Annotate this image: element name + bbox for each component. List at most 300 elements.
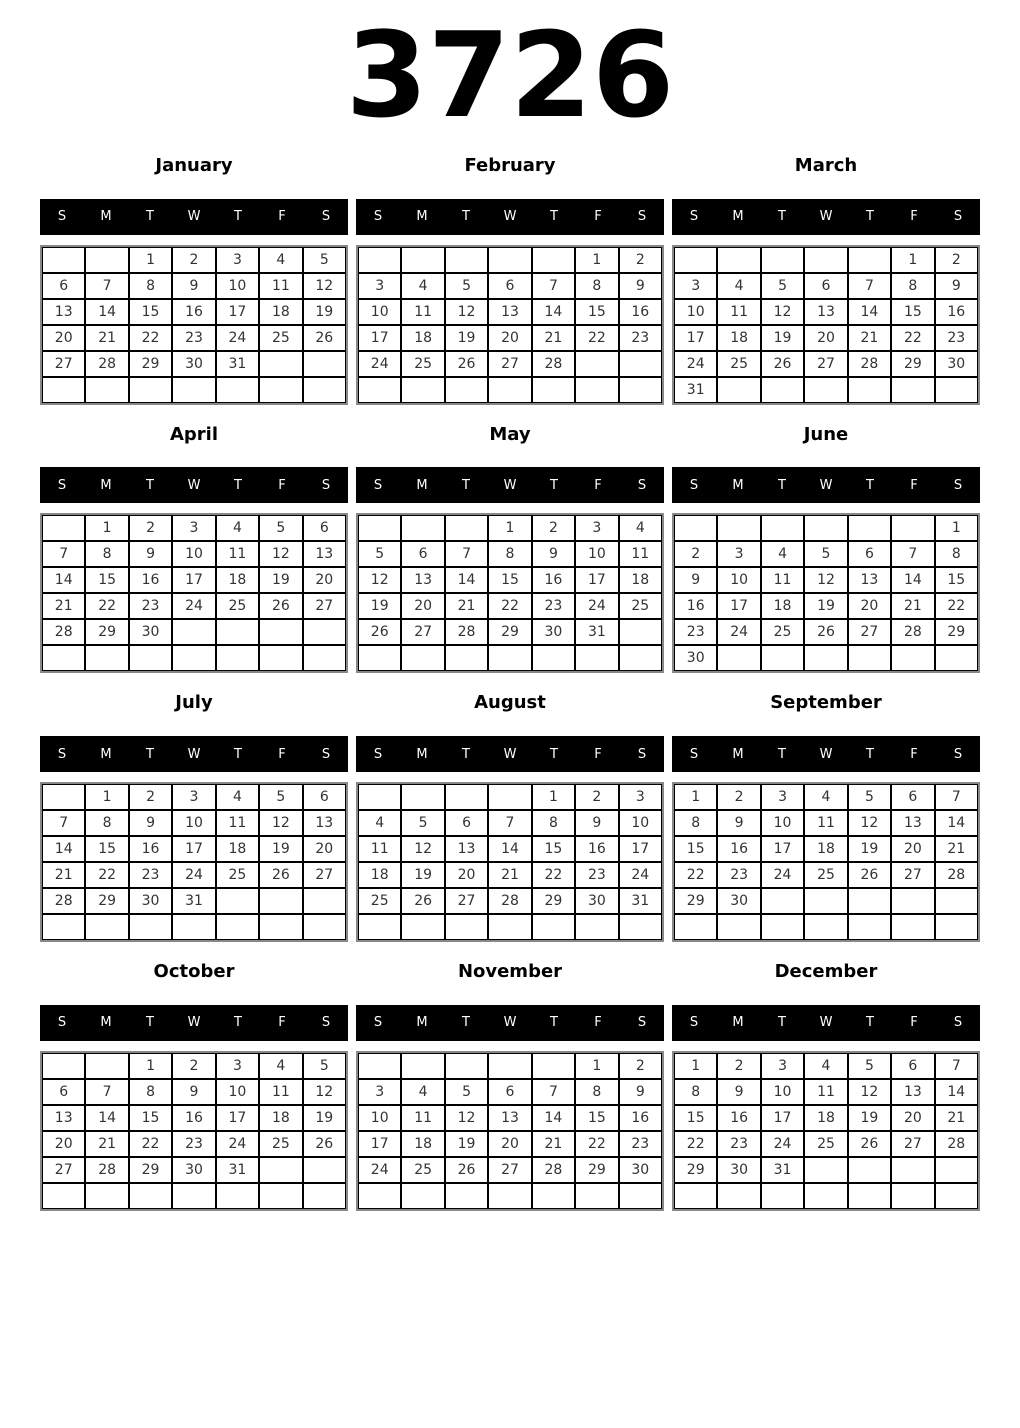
day-cell: 12 xyxy=(358,567,401,593)
day-cell: 16 xyxy=(717,1105,760,1131)
dow-label: M xyxy=(100,1015,112,1031)
empty-cell xyxy=(445,784,488,810)
day-cell: 25 xyxy=(259,1131,302,1157)
empty-cell xyxy=(303,1183,346,1209)
day-cell: 22 xyxy=(575,1131,618,1157)
empty-cell xyxy=(445,515,488,541)
day-cell: 21 xyxy=(42,862,85,888)
day-cell: 24 xyxy=(575,593,618,619)
empty-cell xyxy=(85,377,128,403)
empty-cell xyxy=(488,645,531,671)
dow-label: S xyxy=(953,1015,963,1031)
day-cell: 9 xyxy=(129,541,172,567)
day-cell: 20 xyxy=(848,593,891,619)
month-title: April xyxy=(169,423,219,445)
empty-cell xyxy=(804,888,847,914)
day-cell: 30 xyxy=(172,351,215,377)
empty-cell xyxy=(891,1183,934,1209)
day-cell: 3 xyxy=(761,1053,804,1079)
dow-label: T xyxy=(146,477,154,493)
dow-label: T xyxy=(550,477,558,493)
day-cell: 16 xyxy=(172,299,215,325)
dow-label: W xyxy=(819,1015,833,1031)
empty-cell xyxy=(717,515,760,541)
dow-label: T xyxy=(866,477,874,493)
dow-header xyxy=(356,1005,664,1041)
dow-label: T xyxy=(462,209,470,225)
day-cell: 4 xyxy=(259,247,302,273)
day-cell: 3 xyxy=(717,541,760,567)
empty-cell xyxy=(358,784,401,810)
date-grid xyxy=(672,513,980,673)
day-cell: 11 xyxy=(619,541,662,567)
empty-cell xyxy=(891,645,934,671)
day-cell: 28 xyxy=(445,619,488,645)
empty-cell xyxy=(848,377,891,403)
day-cell: 31 xyxy=(575,619,618,645)
day-cell: 20 xyxy=(42,1131,85,1157)
day-cell: 12 xyxy=(303,1079,346,1105)
day-cell: 28 xyxy=(488,888,531,914)
day-cell: 8 xyxy=(85,810,128,836)
day-cell: 21 xyxy=(42,593,85,619)
day-cell: 14 xyxy=(935,810,978,836)
day-cell: 11 xyxy=(259,1079,302,1105)
day-cell: 26 xyxy=(358,619,401,645)
day-cell: 6 xyxy=(848,541,891,567)
empty-cell xyxy=(761,914,804,940)
month-block xyxy=(40,425,348,674)
day-cell: 18 xyxy=(717,325,760,351)
month-title: October xyxy=(153,961,235,983)
day-cell: 19 xyxy=(358,593,401,619)
day-cell: 27 xyxy=(488,351,531,377)
day-cell: 1 xyxy=(532,784,575,810)
day-cell: 6 xyxy=(445,810,488,836)
day-cell: 14 xyxy=(445,567,488,593)
day-cell: 22 xyxy=(129,325,172,351)
day-cell: 10 xyxy=(172,810,215,836)
day-cell: 26 xyxy=(848,862,891,888)
empty-cell xyxy=(717,645,760,671)
dow-label: F xyxy=(278,477,286,493)
empty-cell xyxy=(358,377,401,403)
dow-label: S xyxy=(689,477,699,493)
dow-label: S xyxy=(373,746,383,762)
day-cell: 7 xyxy=(935,784,978,810)
day-cell: 7 xyxy=(445,541,488,567)
day-cell: 20 xyxy=(488,1131,531,1157)
day-cell: 31 xyxy=(761,1157,804,1183)
empty-cell xyxy=(358,914,401,940)
day-cell: 2 xyxy=(172,1053,215,1079)
day-cell: 28 xyxy=(42,619,85,645)
empty-cell xyxy=(401,1053,444,1079)
day-cell: 11 xyxy=(804,1079,847,1105)
day-cell: 17 xyxy=(358,325,401,351)
day-cell: 11 xyxy=(401,1105,444,1131)
empty-cell xyxy=(42,1183,85,1209)
day-cell: 25 xyxy=(804,1131,847,1157)
day-cell: 5 xyxy=(761,273,804,299)
day-cell: 23 xyxy=(129,862,172,888)
empty-cell xyxy=(619,914,662,940)
day-cell: 20 xyxy=(401,593,444,619)
dow-label: T xyxy=(550,1015,558,1031)
date-grid xyxy=(40,513,348,673)
day-cell: 31 xyxy=(619,888,662,914)
empty-cell xyxy=(259,1157,302,1183)
dow-label: S xyxy=(57,746,67,762)
empty-cell xyxy=(445,1053,488,1079)
empty-cell xyxy=(891,1157,934,1183)
date-grid xyxy=(356,245,664,405)
empty-cell xyxy=(674,1183,717,1209)
day-cell: 21 xyxy=(488,862,531,888)
month-title: January xyxy=(155,155,233,176)
day-cell: 30 xyxy=(575,888,618,914)
day-cell: 3 xyxy=(358,1079,401,1105)
dow-header xyxy=(40,199,348,235)
empty-cell xyxy=(303,888,346,914)
month-title: November xyxy=(457,961,563,983)
month-block xyxy=(672,693,980,942)
day-cell: 8 xyxy=(488,541,531,567)
empty-cell xyxy=(401,247,444,273)
day-cell: 10 xyxy=(358,299,401,325)
day-cell: 9 xyxy=(619,1079,662,1105)
day-cell: 28 xyxy=(848,351,891,377)
date-grid xyxy=(40,782,348,942)
day-cell: 19 xyxy=(259,567,302,593)
day-cell: 10 xyxy=(761,810,804,836)
day-cell: 22 xyxy=(85,862,128,888)
day-cell: 31 xyxy=(216,351,259,377)
day-cell: 18 xyxy=(401,325,444,351)
dow-label: W xyxy=(187,477,201,493)
empty-cell xyxy=(401,645,444,671)
dow-label: W xyxy=(819,209,833,225)
empty-cell xyxy=(85,914,128,940)
day-cell: 6 xyxy=(804,273,847,299)
empty-cell xyxy=(891,914,934,940)
day-cell: 25 xyxy=(216,862,259,888)
day-cell: 26 xyxy=(259,593,302,619)
day-cell: 20 xyxy=(891,836,934,862)
day-cell: 12 xyxy=(761,299,804,325)
empty-cell xyxy=(358,645,401,671)
empty-cell xyxy=(303,645,346,671)
dow-header xyxy=(40,467,348,503)
month-block xyxy=(672,962,980,1211)
day-cell: 25 xyxy=(259,325,302,351)
day-cell: 25 xyxy=(804,862,847,888)
day-cell: 18 xyxy=(761,593,804,619)
day-cell: 8 xyxy=(575,273,618,299)
dow-label: W xyxy=(187,1015,201,1031)
date-grid xyxy=(672,245,980,405)
empty-cell xyxy=(401,1183,444,1209)
day-cell: 4 xyxy=(804,784,847,810)
empty-cell xyxy=(761,377,804,403)
empty-cell xyxy=(216,377,259,403)
day-cell: 28 xyxy=(85,1157,128,1183)
empty-cell xyxy=(303,914,346,940)
day-cell: 17 xyxy=(216,299,259,325)
day-cell: 13 xyxy=(848,567,891,593)
day-cell: 19 xyxy=(761,325,804,351)
day-cell: 31 xyxy=(172,888,215,914)
day-cell: 1 xyxy=(575,1053,618,1079)
day-cell: 19 xyxy=(445,1131,488,1157)
dow-label: S xyxy=(321,1015,331,1031)
day-cell: 23 xyxy=(717,1131,760,1157)
day-cell: 22 xyxy=(935,593,978,619)
day-cell: 27 xyxy=(445,888,488,914)
empty-cell xyxy=(216,619,259,645)
day-cell: 6 xyxy=(303,515,346,541)
day-cell: 16 xyxy=(172,1105,215,1131)
dow-label: T xyxy=(234,746,242,762)
month-block xyxy=(356,425,664,674)
day-cell: 30 xyxy=(129,619,172,645)
dow-label: F xyxy=(594,746,602,762)
day-cell: 15 xyxy=(674,836,717,862)
date-grid xyxy=(672,1051,980,1211)
day-cell: 4 xyxy=(358,810,401,836)
empty-cell xyxy=(259,377,302,403)
day-cell: 17 xyxy=(619,836,662,862)
month-block xyxy=(356,693,664,942)
day-cell: 23 xyxy=(619,1131,662,1157)
dow-header xyxy=(672,736,980,772)
day-cell: 7 xyxy=(42,810,85,836)
day-cell: 2 xyxy=(935,247,978,273)
day-cell: 6 xyxy=(488,1079,531,1105)
day-cell: 10 xyxy=(674,299,717,325)
day-cell: 9 xyxy=(575,810,618,836)
day-cell: 1 xyxy=(85,784,128,810)
day-cell: 1 xyxy=(575,247,618,273)
empty-cell xyxy=(259,914,302,940)
empty-cell xyxy=(358,1053,401,1079)
day-cell: 7 xyxy=(891,541,934,567)
day-cell: 20 xyxy=(42,325,85,351)
day-cell: 12 xyxy=(848,1079,891,1105)
dow-label: S xyxy=(689,746,699,762)
day-cell: 30 xyxy=(717,888,760,914)
empty-cell xyxy=(935,888,978,914)
day-cell: 15 xyxy=(129,299,172,325)
day-cell: 15 xyxy=(85,836,128,862)
dow-label: W xyxy=(187,209,201,225)
empty-cell xyxy=(85,645,128,671)
dow-label: S xyxy=(321,477,331,493)
day-cell: 11 xyxy=(358,836,401,862)
dow-label: T xyxy=(778,477,786,493)
day-cell: 1 xyxy=(674,1053,717,1079)
day-cell: 13 xyxy=(401,567,444,593)
day-cell: 15 xyxy=(488,567,531,593)
empty-cell xyxy=(619,351,662,377)
empty-cell xyxy=(445,377,488,403)
day-cell: 25 xyxy=(717,351,760,377)
day-cell: 16 xyxy=(532,567,575,593)
empty-cell xyxy=(259,888,302,914)
day-cell: 22 xyxy=(129,1131,172,1157)
day-cell: 5 xyxy=(804,541,847,567)
day-cell: 12 xyxy=(445,299,488,325)
dow-label: S xyxy=(373,209,383,225)
day-cell: 27 xyxy=(848,619,891,645)
dow-label: F xyxy=(594,1015,602,1031)
day-cell: 19 xyxy=(259,836,302,862)
day-cell: 8 xyxy=(532,810,575,836)
dow-header xyxy=(356,199,664,235)
day-cell: 28 xyxy=(42,888,85,914)
day-cell: 14 xyxy=(532,1105,575,1131)
month-title: July xyxy=(175,692,213,714)
day-cell: 25 xyxy=(761,619,804,645)
empty-cell xyxy=(488,784,531,810)
day-cell: 28 xyxy=(532,1157,575,1183)
day-cell: 21 xyxy=(445,593,488,619)
day-cell: 21 xyxy=(848,325,891,351)
day-cell: 12 xyxy=(848,810,891,836)
day-cell: 7 xyxy=(532,273,575,299)
day-cell: 22 xyxy=(891,325,934,351)
day-cell: 8 xyxy=(891,273,934,299)
month-title: June xyxy=(803,423,849,445)
day-cell: 11 xyxy=(216,541,259,567)
day-cell: 17 xyxy=(717,593,760,619)
day-cell: 1 xyxy=(129,247,172,273)
day-cell: 14 xyxy=(848,299,891,325)
day-cell: 4 xyxy=(804,1053,847,1079)
empty-cell xyxy=(891,377,934,403)
dow-label: S xyxy=(953,746,963,762)
day-cell: 19 xyxy=(401,862,444,888)
dow-label: S xyxy=(57,1015,67,1031)
day-cell: 29 xyxy=(488,619,531,645)
day-cell: 27 xyxy=(401,619,444,645)
empty-cell xyxy=(532,1053,575,1079)
day-cell: 28 xyxy=(935,862,978,888)
empty-cell xyxy=(129,377,172,403)
dow-label: F xyxy=(278,209,286,225)
day-cell: 23 xyxy=(717,862,760,888)
empty-cell xyxy=(575,351,618,377)
day-cell: 3 xyxy=(761,784,804,810)
dow-label: M xyxy=(100,209,112,225)
day-cell: 27 xyxy=(42,351,85,377)
day-cell: 25 xyxy=(401,1157,444,1183)
empty-cell xyxy=(216,914,259,940)
day-cell: 8 xyxy=(129,273,172,299)
day-cell: 13 xyxy=(42,1105,85,1131)
day-cell: 24 xyxy=(172,862,215,888)
day-cell: 5 xyxy=(445,1079,488,1105)
day-cell: 18 xyxy=(619,567,662,593)
day-cell: 5 xyxy=(848,1053,891,1079)
empty-cell xyxy=(358,515,401,541)
empty-cell xyxy=(717,1183,760,1209)
day-cell: 30 xyxy=(129,888,172,914)
day-cell: 23 xyxy=(674,619,717,645)
day-cell: 24 xyxy=(358,1157,401,1183)
empty-cell xyxy=(761,1183,804,1209)
day-cell: 31 xyxy=(216,1157,259,1183)
day-cell: 27 xyxy=(303,862,346,888)
day-cell: 1 xyxy=(129,1053,172,1079)
day-cell: 19 xyxy=(303,1105,346,1131)
day-cell: 13 xyxy=(891,1079,934,1105)
day-cell: 8 xyxy=(674,1079,717,1105)
day-cell: 30 xyxy=(935,351,978,377)
day-cell: 3 xyxy=(674,273,717,299)
day-cell: 30 xyxy=(172,1157,215,1183)
day-cell: 13 xyxy=(488,299,531,325)
month-title: February xyxy=(464,155,556,176)
empty-cell xyxy=(935,1157,978,1183)
day-cell: 3 xyxy=(575,515,618,541)
day-cell: 1 xyxy=(674,784,717,810)
day-cell: 10 xyxy=(761,1079,804,1105)
day-cell: 24 xyxy=(761,1131,804,1157)
day-cell: 14 xyxy=(42,567,85,593)
day-cell: 17 xyxy=(358,1131,401,1157)
day-cell: 5 xyxy=(303,1053,346,1079)
day-cell: 18 xyxy=(804,836,847,862)
dow-label: M xyxy=(416,477,428,493)
months-grid xyxy=(0,156,1020,1211)
day-cell: 22 xyxy=(488,593,531,619)
day-cell: 17 xyxy=(575,567,618,593)
empty-cell xyxy=(804,914,847,940)
day-cell: 18 xyxy=(804,1105,847,1131)
day-cell: 28 xyxy=(891,619,934,645)
day-cell: 21 xyxy=(935,1105,978,1131)
dow-label: S xyxy=(689,1015,699,1031)
day-cell: 24 xyxy=(761,862,804,888)
day-cell: 27 xyxy=(891,1131,934,1157)
empty-cell xyxy=(85,1183,128,1209)
day-cell: 29 xyxy=(85,619,128,645)
day-cell: 23 xyxy=(575,862,618,888)
day-cell: 9 xyxy=(172,273,215,299)
day-cell: 9 xyxy=(717,810,760,836)
day-cell: 27 xyxy=(303,593,346,619)
dow-label: W xyxy=(187,746,201,762)
day-cell: 24 xyxy=(216,1131,259,1157)
day-cell: 31 xyxy=(674,377,717,403)
day-cell: 18 xyxy=(358,862,401,888)
dow-label: M xyxy=(416,746,428,762)
dow-header xyxy=(40,736,348,772)
dow-label: M xyxy=(732,477,744,493)
dow-label: T xyxy=(234,1015,242,1031)
empty-cell xyxy=(488,914,531,940)
dow-label: F xyxy=(910,477,918,493)
empty-cell xyxy=(848,247,891,273)
day-cell: 20 xyxy=(303,567,346,593)
month-title: May xyxy=(489,423,531,445)
day-cell: 12 xyxy=(259,810,302,836)
day-cell: 28 xyxy=(532,351,575,377)
day-cell: 5 xyxy=(401,810,444,836)
day-cell: 2 xyxy=(619,1053,662,1079)
month-title: December xyxy=(774,961,878,983)
